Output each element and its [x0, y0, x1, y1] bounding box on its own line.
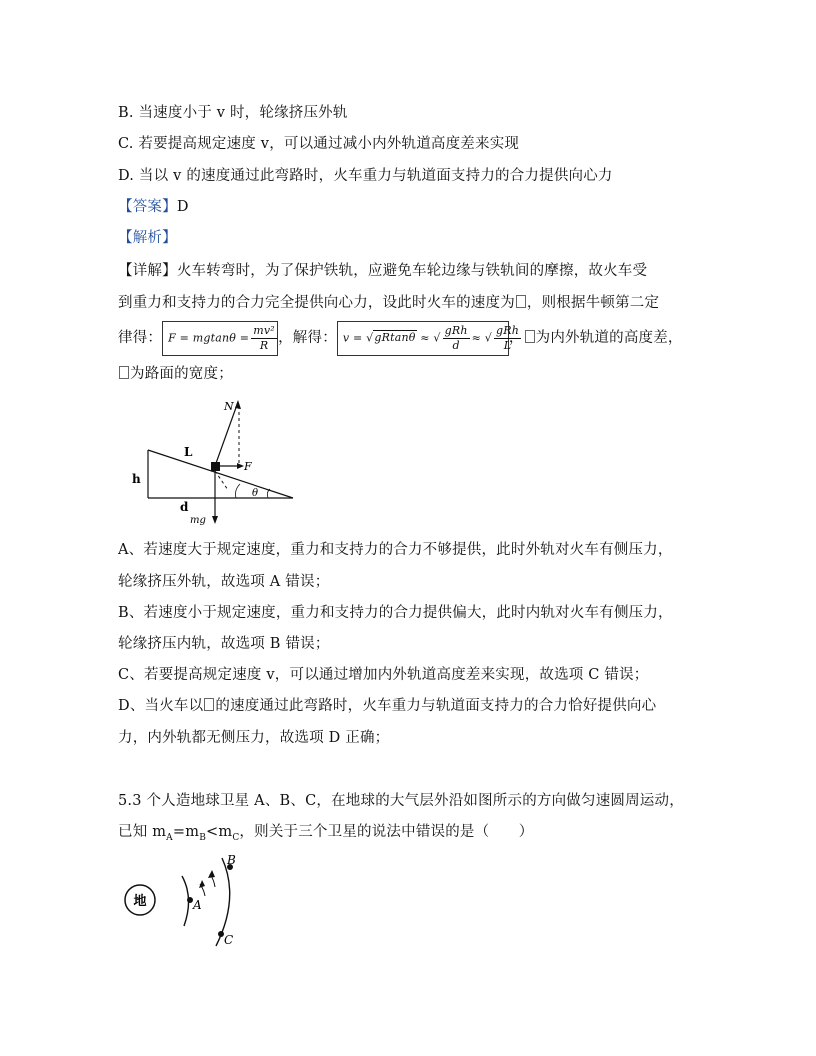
placeholder-glyph — [525, 330, 535, 343]
formula2-approx2: ≈ — [471, 331, 482, 344]
answer-tag: 【答案】 — [118, 199, 177, 215]
detail-tag: 【详解】 — [118, 263, 177, 279]
analysis-tag: 【解析】 — [118, 230, 177, 246]
option-d: D. 当以 v 的速度通过此弯路时，火车重力与轨道面支持力的合力提供向心力 — [118, 168, 613, 184]
formula2-den1: d — [452, 338, 460, 352]
detail-text-4: 为路面的宽度； — [130, 366, 233, 382]
explain-a-1: A、若速度大于规定速度，重力和支持力的合力不够提供，此时外轨对火车有侧压力， — [118, 542, 673, 558]
explain-b-1: B、若速度小于规定速度，重力和支持力的合力提供偏大，此时内轨对火车有侧压力， — [118, 605, 673, 621]
explain-c-1: C、若要提高规定速度 v，可以通过增加内外轨道高度差来实现，故选项 C 错误； — [118, 667, 649, 683]
label-a: A — [193, 898, 202, 912]
label-l: L — [184, 445, 193, 459]
option-b: B. 当速度小于 v 时，轮缘挤压外轨 — [118, 105, 348, 121]
gravity-arrowhead — [212, 516, 218, 524]
q5-sub-b: B — [199, 832, 207, 843]
detail-line-4 — [118, 364, 233, 384]
label-n: N — [224, 400, 234, 413]
detail-text-1: 火车转弯时，为了保护铁轨，应避免车轮边缘与铁轨间的摩擦，故火车受 — [176, 263, 648, 279]
explain-d-1a: D、当火车以 — [118, 698, 204, 714]
detail-text-2: 到重力和支持力的合力完全提供向心力，设此时火车的速度为 — [118, 295, 515, 311]
earth-label: 地 — [133, 894, 147, 909]
q5-lt: <m — [206, 824, 233, 840]
q5-eq: =m — [172, 824, 200, 840]
explain-d-1b: 的速度通过此弯路时，火车重力与轨道面支持力的合力恰好提供向心 — [215, 698, 657, 714]
question5-line-2 — [118, 822, 533, 848]
detail-line-3: 律得： F = mgtanθ = $\frac{\text{mv²}}{R}$ ，解得： v = √gRtanθ ≈ √ $\frac{\text{gRh}}{d}$ ≈ √ $\frac{\text{gRh}}{L}$ ， 为内外轨道的高度差， — [118, 320, 683, 356]
detail-line-1 — [118, 261, 647, 281]
detail-text-3c: 为内外轨道的高度差， — [535, 330, 683, 346]
question5-line-1: 5.3 个人造地球卫星 A、B、C，在地球的大气层外沿如图所示的方向做匀速圆周运动， — [118, 793, 684, 809]
label-d: d — [180, 500, 189, 514]
answer-line — [118, 197, 189, 217]
placeholder-glyph — [204, 698, 214, 711]
force-diagram — [118, 392, 308, 532]
q5-m: 已知 m — [118, 824, 167, 840]
answer-value: D — [176, 199, 189, 215]
label-h: h — [132, 472, 141, 486]
detail-text-3b: ，解得： — [278, 330, 337, 346]
detail-text-3a: 律得： — [118, 330, 163, 346]
formula2-lhs: v = — [342, 331, 367, 344]
explain-d-2: 力，内外轨都无侧压力，故选项 D 正确； — [118, 730, 390, 746]
analysis-line — [118, 228, 177, 248]
placeholder-glyph — [516, 295, 526, 308]
formula2-num1: gRh — [444, 323, 468, 337]
formula2-num2: gRh — [495, 323, 519, 337]
q5-sub-c: C — [232, 832, 240, 843]
formula1-lhs: F = mgtanθ = — [168, 331, 250, 344]
angle-arc-1 — [236, 484, 241, 498]
net-force-arrowhead — [237, 463, 244, 469]
label-c: C — [224, 933, 234, 947]
slope-edge — [148, 450, 293, 498]
explain-a-2: 轮缘挤压外轨，故选项 A 错误； — [118, 574, 330, 590]
label-f: F — [244, 460, 252, 473]
label-b: B — [227, 853, 236, 867]
explain-d-1 — [118, 696, 656, 716]
label-mg: mg — [190, 515, 206, 526]
formula1-den: R — [259, 338, 269, 352]
arrowhead-a — [199, 880, 205, 888]
formula1-frac — [251, 324, 277, 353]
placeholder-glyph — [119, 366, 129, 379]
q5-sub-a: A — [166, 832, 173, 843]
satellite-diagram — [118, 850, 258, 950]
label-theta: θ — [252, 488, 259, 499]
normal-arrowhead — [235, 400, 241, 409]
formula2-frac2 — [494, 324, 521, 353]
formula1-num: mv² — [253, 323, 275, 337]
detail-text-2b: ，则根据牛顿第二定 — [526, 295, 660, 311]
formula2-approx1: ≈ — [420, 331, 430, 344]
explain-b-2: 轮缘挤压内轨，故选项 B 错误； — [118, 636, 330, 652]
formula-speed: v = √gRtanθ ≈ √ $\frac{\text{gRh}}{d}$ ≈ √ $\frac{\text{gRh}}{L}$ — [337, 321, 509, 356]
formula-newton — [162, 321, 278, 356]
q5-text: ，则关于三个卫星的说法中错误的是（ ） — [239, 824, 534, 840]
detail-line-2 — [118, 293, 659, 313]
option-c: C. 若要提高规定速度 v，可以通过减小内外轨道高度差来实现 — [118, 136, 520, 152]
formula2-frac1 — [443, 324, 470, 353]
formula2-sqrt: gRtanθ — [374, 331, 416, 344]
formula2-den2: L — [503, 338, 512, 352]
arrowhead-b — [208, 870, 215, 878]
